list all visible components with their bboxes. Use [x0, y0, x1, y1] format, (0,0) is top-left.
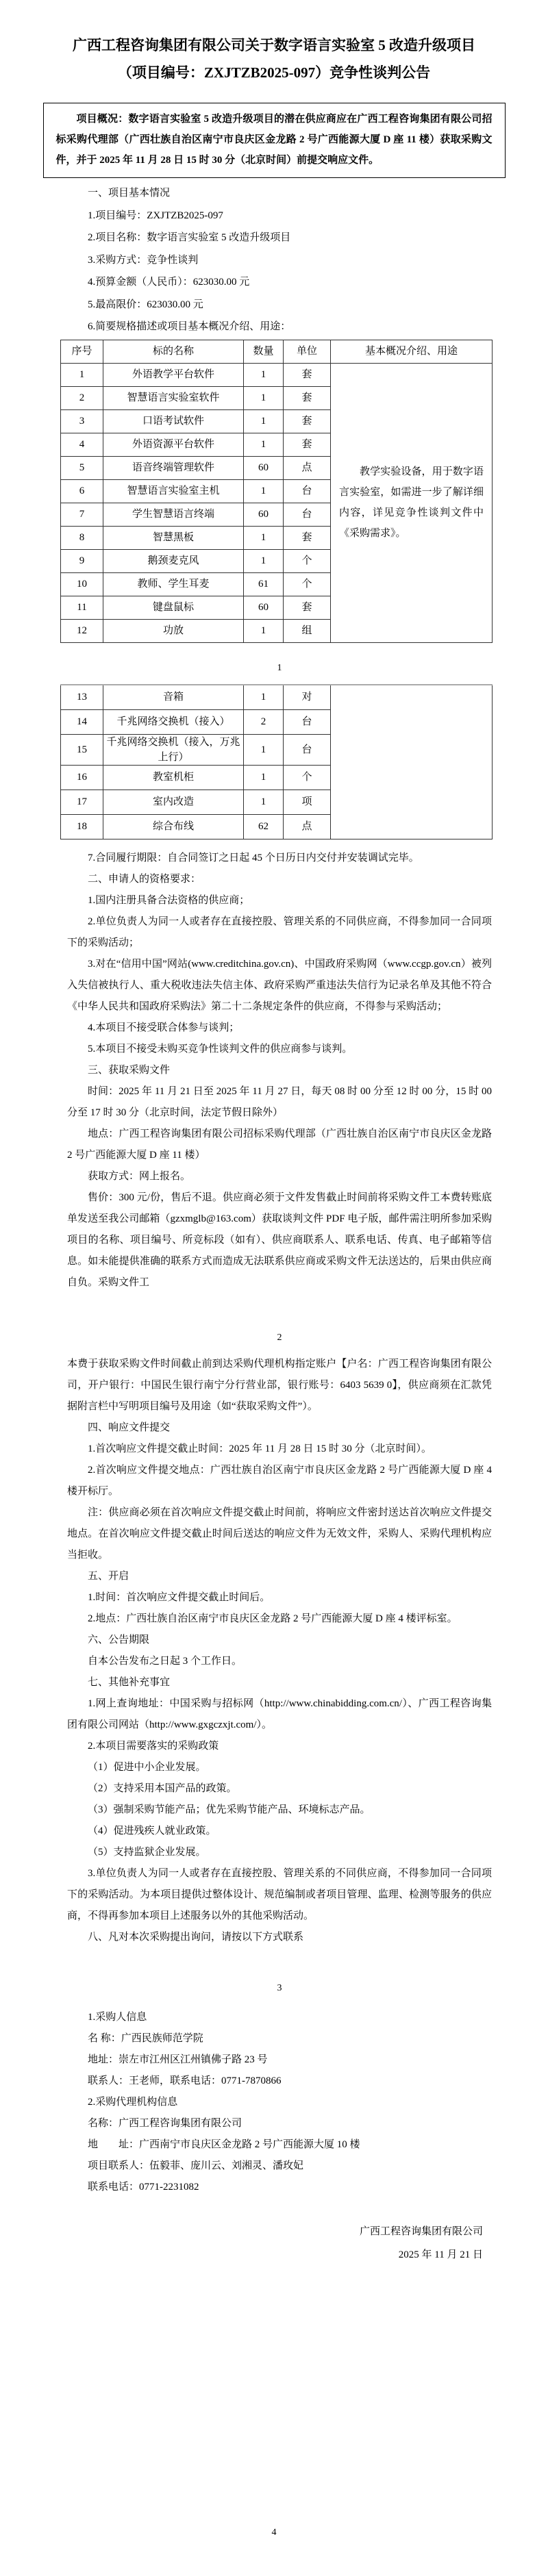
section-contract-term — [67, 848, 492, 869]
cell-qty: 1 — [244, 479, 284, 503]
section-heading: 三、获取采购文件 — [88, 1064, 171, 1076]
buyer-name: 名 称：广西民族师范学院 — [88, 2032, 203, 2044]
cell-unit: 套 — [284, 526, 331, 549]
table-row — [61, 363, 493, 386]
cell-name: 鹅颈麦克风 — [103, 549, 244, 572]
agency-address: 地 址：广西南宁市良庆区金龙路 2 号广西能源大厦 10 楼 — [88, 2138, 360, 2150]
paragraph: （3）强制采购节能产品；优先采购节能产品、环境标志产品。 — [88, 1804, 371, 1815]
section-response-submission — [67, 1417, 492, 1566]
cell-unit: 个 — [284, 549, 331, 572]
cell-name: 综合布线 — [103, 814, 244, 839]
table-header-row — [61, 340, 493, 363]
buyer-contact: 联系人：王老师，联系电话：0771-7870866 — [88, 2075, 282, 2086]
cell-unit: 台 — [284, 503, 331, 526]
paragraph: 5.本项目不接受未购买竞争性谈判文件的供应商参与谈判。 — [88, 1043, 353, 1055]
signature-block — [67, 2220, 492, 2266]
cell-no: 14 — [61, 709, 103, 734]
document-title — [0, 0, 548, 86]
section-heading: 一、项目基本情况 — [88, 188, 171, 199]
project-overview-text: 项目概况：数字语言实验室 5 改造升级项目的潜在供应商应在广西工程咨询集团有限公司招标采购代理部（广西壮族自治区南宁市良庆区金龙路 2 号广西能源大厦 D 座 11 楼）获取采购文件，并于 2025 年 11 月 28 日 15 时 30 分（北京时间）前提交响应文件。 — [55, 114, 493, 166]
cell-unit: 项 — [284, 790, 331, 814]
paragraph: 3.单位负责人为同一人或者存在直接控股、管理关系的不同供应商，不得参加同一合同项下的采购活动。为本项目提供过整体设计、规范编制或者项目管理、监理、检测等服务的供应商，不得再参加本项目上述服务以外的其他采购活动。 — [67, 1867, 492, 1921]
cell-name: 千兆网络交换机（接入） — [103, 709, 244, 734]
cell-qty: 1 — [244, 734, 284, 765]
cell-no: 3 — [61, 409, 103, 433]
cell-name: 键盘鼠标 — [103, 596, 244, 619]
project-overview-box — [43, 103, 506, 178]
cell-no: 7 — [61, 503, 103, 526]
document-title-line2: （项目编号：ZXJTZB2025-097）竞争性谈判公告 — [117, 64, 431, 81]
cell-name: 教师、学生耳麦 — [103, 572, 244, 596]
cell-name: 千兆网络交换机（接入，万兆上行） — [103, 734, 244, 765]
document-body — [0, 178, 548, 2266]
cell-qty: 1 — [244, 685, 284, 710]
cell-unit: 对 — [284, 685, 331, 710]
section-heading: 八、凡对本次采购提出询问，请按以下方式联系 — [88, 1931, 304, 1943]
cell-unit: 组 — [284, 619, 331, 642]
cell-unit: 个 — [284, 572, 331, 596]
cell-name: 功放 — [103, 619, 244, 642]
paragraph: 5.最高限价：623030.00 元 — [88, 299, 203, 310]
merged-description-cell — [331, 363, 493, 642]
section-heading: 四、响应文件提交 — [88, 1422, 171, 1433]
buyer-heading: 1.采购人信息 — [88, 2011, 147, 2023]
cell-qty: 60 — [244, 596, 284, 619]
cell-name: 学生智慧语言终端 — [103, 503, 244, 526]
col-header-unit: 单位 — [284, 340, 331, 363]
cell-unit: 套 — [284, 433, 331, 456]
paragraph: 2.首次响应文件提交地点：广西壮族自治区南宁市良庆区金龙路 2 号广西能源大厦 D 座 4 楼开标厅。 — [67, 1464, 492, 1497]
cell-name: 音箱 — [103, 685, 244, 710]
merged-description-cell-empty — [331, 685, 493, 839]
section-basic-info — [67, 182, 492, 338]
section-other-matters — [67, 1672, 492, 1927]
agency-heading: 2.采购代理机构信息 — [88, 2096, 178, 2108]
buyer-address: 地址：崇左市江州区江州镇佛子路 23 号 — [88, 2054, 268, 2065]
signature-company: 广西工程咨询集团有限公司 — [359, 2225, 483, 2237]
merged-description-text: 教学实验设备，用于数字语言实验室，如需进一步了解详细内容，详见竞争性谈判文件中《采购需求》。 — [339, 466, 484, 539]
cell-unit: 个 — [284, 765, 331, 790]
section-contact — [67, 1927, 492, 2198]
paragraph: 2.单位负责人为同一人或者存在直接控股、管理关系的不同供应商，不得参加同一合同项下的采购活动； — [67, 916, 492, 948]
cell-qty: 1 — [244, 765, 284, 790]
agency-phone: 联系电话：0771-2231082 — [88, 2181, 199, 2193]
section-opening — [67, 1566, 492, 1630]
paragraph: 3.对在“信用中国”网站(www.creditchina.gov.cn)、中国政府采购网（www.ccgp.gov.cn）被列入失信被执行人、重大税收违法失信主体、政府采购严重违法失信行为记录名单及其他不符合《中华人民共和国政府采购法》第二十二条规定条件的供应商，不得参与采购活动； — [67, 958, 492, 1012]
cell-qty: 1 — [244, 409, 284, 433]
cell-unit: 套 — [284, 386, 331, 409]
section-heading: 七、其他补充事宜 — [88, 1676, 171, 1688]
cell-no: 5 — [61, 456, 103, 479]
col-header-desc: 基本概况介绍、用途 — [331, 340, 493, 363]
cell-qty: 1 — [244, 386, 284, 409]
cell-name: 智慧语言实验室主机 — [103, 479, 244, 503]
cell-qty: 1 — [244, 433, 284, 456]
cell-no: 13 — [61, 685, 103, 710]
col-header-qty: 数量 — [244, 340, 284, 363]
cell-name: 智慧语言实验室软件 — [103, 386, 244, 409]
paragraph: 7.合同履行期限：自合同签订之日起 45 个日历日内交付并安装调试完毕。 — [88, 852, 419, 863]
section-applicant-qualifications — [67, 869, 492, 1060]
page-number-1: 1 — [277, 662, 282, 673]
cell-no: 15 — [61, 734, 103, 765]
paragraph: （5）支持监狱企业发展。 — [88, 1846, 206, 1858]
cell-unit: 套 — [284, 363, 331, 386]
cell-unit: 台 — [284, 709, 331, 734]
cell-name: 口语考试软件 — [103, 409, 244, 433]
paragraph: 1.项目编号：ZXJTZB2025-097 — [88, 210, 223, 221]
paragraph: （2）支持采用本国产品的政策。 — [88, 1782, 237, 1794]
cell-unit: 台 — [284, 734, 331, 765]
cell-unit: 点 — [284, 814, 331, 839]
paragraph: 地点：广西工程咨询集团有限公司招标采购代理部（广西壮族自治区南宁市良庆区金龙路 2 号广西能源大厦 D 座 11 楼） — [67, 1128, 492, 1161]
cell-qty: 2 — [244, 709, 284, 734]
col-header-no: 序号 — [61, 340, 103, 363]
paragraph: 4.本项目不接受联合体参与谈判； — [88, 1022, 240, 1033]
paragraph: 获取方式：网上报名。 — [88, 1170, 191, 1182]
paragraph: 2.项目名称：数字语言实验室 5 改造升级项目 — [88, 232, 291, 243]
section-heading: 六、公告期限 — [88, 1634, 150, 1645]
table-row — [61, 685, 493, 710]
cell-no: 8 — [61, 526, 103, 549]
page-number-3: 3 — [277, 1982, 282, 1993]
paragraph: 4.预算金额（人民币）：623030.00 元 — [88, 277, 250, 288]
cell-name: 外语教学平台软件 — [103, 363, 244, 386]
col-header-name: 标的名称 — [103, 340, 244, 363]
paragraph: 自本公告发布之日起 3 个工作日。 — [88, 1655, 242, 1667]
procurement-items-table-page2 — [60, 684, 493, 839]
paragraph: 售价：300 元/份，售后不退。供应商必须于文件发售截止时间前将采购文件工本费转账底单发送至我公司邮箱（gzxmglb@163.com）获取谈判文件 PDF 电子版，邮件需注明所参加采购项目的名称、项目编号、所竞标段（如有）、供应商联系人、联系电话、传真、电子邮箱等信息。如未能提供准确的联系方式而造成无法联系供应商或采购文件无法送达的，后果由供应商自负。采购文件工 — [67, 1191, 492, 1288]
cell-unit: 套 — [284, 596, 331, 619]
cell-no: 10 — [61, 572, 103, 596]
cell-no: 6 — [61, 479, 103, 503]
paragraph: （4）促进残疾人就业政策。 — [88, 1825, 216, 1836]
cell-no: 11 — [61, 596, 103, 619]
signature-date: 2025 年 11 月 21 日 — [398, 2249, 483, 2260]
cell-qty: 62 — [244, 814, 284, 839]
cell-no: 16 — [61, 765, 103, 790]
cell-qty: 1 — [244, 363, 284, 386]
cell-unit: 套 — [284, 409, 331, 433]
paragraph: 1.网上查询地址：中国采购与招标网（http://www.chinabidding.com.cn/）、广西工程咨询集团有限公司网站（http://www.gxgczxjt.com/）。 — [67, 1697, 492, 1730]
paragraph: 本费于获取采购文件时间截止前到达采购代理机构指定账户【户名：广西工程咨询集团有限公司，开户银行：中国民生银行南宁分行营业部，银行账号：6403 5639 0】，供应商须在汇款凭据附言栏中写明项目编号及用途（如“获取采购文件”）。 — [67, 1358, 492, 1412]
paragraph: 注：供应商必须在首次响应文件提交截止时间前，将响应文件密封送达首次响应文件提交地点。在首次响应文件提交截止时间后送达的响应文件为无效文件，采购人、采购代理机构应当拒收。 — [67, 1506, 492, 1561]
paragraph: 1.时间：首次响应文件提交截止时间后。 — [88, 1591, 271, 1603]
cell-no: 12 — [61, 619, 103, 642]
cell-no: 2 — [61, 386, 103, 409]
cell-unit: 台 — [284, 479, 331, 503]
page-number-4: 4 — [271, 2527, 277, 2538]
agency-contacts: 项目联系人：伍毅菲、庞川云、刘湘灵、潘玫妃 — [88, 2160, 304, 2171]
cell-name: 语音终端管理软件 — [103, 456, 244, 479]
cell-qty: 1 — [244, 619, 284, 642]
paragraph: 3.采购方式：竞争性谈判 — [88, 254, 199, 266]
cell-qty: 1 — [244, 549, 284, 572]
paragraph: 时间：2025 年 11 月 21 日至 2025 年 11 月 27 日，每天 08 时 00 分至 12 时 00 分，15 时 00 分至 17 时 30 分（北京时间，法定节假日除外） — [67, 1085, 492, 1118]
cell-name: 智慧黑板 — [103, 526, 244, 549]
cell-name: 教室机柜 — [103, 765, 244, 790]
cell-qty: 61 — [244, 572, 284, 596]
procurement-items-table-page1 — [60, 340, 493, 643]
section-announcement-period — [67, 1630, 492, 1672]
cell-qty: 1 — [244, 526, 284, 549]
paragraph: 1.国内注册具备合法资格的供应商； — [88, 894, 250, 906]
cell-qty: 60 — [244, 456, 284, 479]
paragraph: 2.本项目需要落实的采购政策 — [88, 1740, 219, 1752]
cell-name: 外语资源平台软件 — [103, 433, 244, 456]
paragraph: （1）促进中小企业发展。 — [88, 1761, 206, 1773]
cell-no: 4 — [61, 433, 103, 456]
cell-no: 9 — [61, 549, 103, 572]
section-heading: 二、申请人的资格要求： — [88, 873, 201, 885]
agency-name: 名称：广西工程咨询集团有限公司 — [88, 2117, 242, 2129]
document-title-line1: 广西工程咨询集团有限公司关于数字语言实验室 5 改造升级项目 — [73, 37, 475, 53]
paragraph: 1.首次响应文件提交截止时间：2025 年 11 月 28 日 15 时 30 分（北京时间）。 — [88, 1443, 432, 1454]
cell-qty: 1 — [244, 790, 284, 814]
cell-unit: 点 — [284, 456, 331, 479]
page-number-2: 2 — [277, 1332, 282, 1343]
cell-qty: 60 — [244, 503, 284, 526]
cell-no: 18 — [61, 814, 103, 839]
section-heading: 五、开启 — [88, 1570, 129, 1582]
paragraph: 6.简要规格描述或项目基本概况介绍、用途： — [88, 321, 291, 332]
cell-name: 室内改造 — [103, 790, 244, 814]
cell-no: 17 — [61, 790, 103, 814]
cell-no: 1 — [61, 363, 103, 386]
section-obtain-documents — [67, 1060, 492, 1417]
paragraph: 2.地点：广西壮族自治区南宁市良庆区金龙路 2 号广西能源大厦 D 座 4 楼评标室。 — [88, 1613, 458, 1624]
